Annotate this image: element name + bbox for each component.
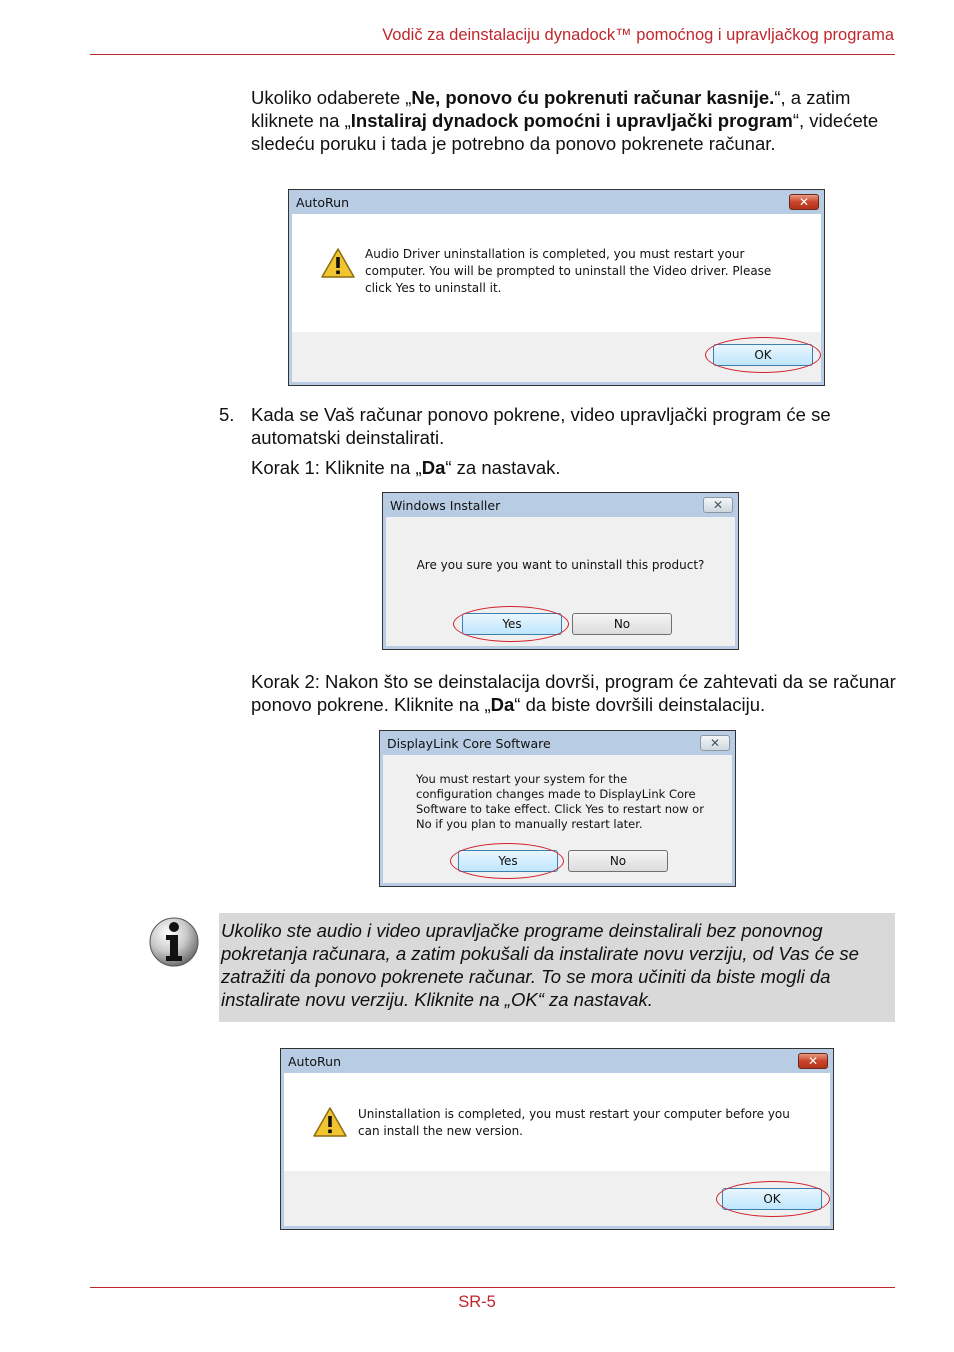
intro-text-2: “, a zatim kliknete na „ bbox=[251, 87, 851, 131]
dialog-message: Are you sure you want to uninstall this product? bbox=[416, 558, 705, 572]
dialog-title: AutoRun bbox=[296, 195, 349, 210]
no-button[interactable]: No bbox=[568, 850, 668, 872]
ok-button[interactable]: OK bbox=[722, 1188, 822, 1210]
close-icon[interactable]: ✕ bbox=[798, 1053, 828, 1069]
autorun-dialog-1 bbox=[288, 189, 825, 386]
footer-rule bbox=[90, 1287, 895, 1288]
step-number: 5. bbox=[219, 404, 235, 425]
dialog-title: AutoRun bbox=[288, 1054, 341, 1069]
intro-paragraph bbox=[251, 86, 891, 155]
info-icon bbox=[148, 916, 200, 968]
note-box bbox=[219, 913, 895, 1022]
yes-button[interactable]: Yes bbox=[458, 850, 558, 872]
page-number: SR-5 bbox=[458, 1293, 496, 1311]
dialog-message: You must restart your system for the configuration changes made to DisplayLink Core Software to take effect. Click Yes to restart now or No if you plan to manually restart later. bbox=[416, 772, 704, 831]
close-icon[interactable]: ✕ bbox=[789, 194, 819, 210]
close-icon[interactable]: ✕ bbox=[703, 497, 733, 513]
intro-bold-1: Ne, ponovo ću pokrenuti računar kasnije. bbox=[411, 87, 775, 108]
yes-button[interactable]: Yes bbox=[462, 613, 562, 635]
dialog-title: Windows Installer bbox=[390, 498, 501, 513]
highlight-ring bbox=[450, 843, 564, 879]
close-icon[interactable]: ✕ bbox=[700, 735, 730, 751]
step-2-text: Korak 2: Nakon što se deinstalacija dovrši, program će zahtevati da se računar ponovo pokrene. Kliknite na „Da“ da biste dovršili deinstalaciju. bbox=[251, 671, 896, 715]
warning-icon bbox=[320, 247, 356, 279]
windows-installer-dialog bbox=[382, 492, 739, 650]
no-button[interactable]: No bbox=[572, 613, 672, 635]
highlight-ring bbox=[705, 337, 821, 373]
step-5-text: Kada se Vaš računar ponovo pokrene, video upravljački program će se automatski deinstalirati. bbox=[251, 404, 831, 448]
intro-text-3: “, videćete sledeću poruku i tada je potrebno da ponovo pokrenete računar. bbox=[251, 110, 879, 154]
step-1-text: Korak 1: Kliknite na „Da“ za nastavak. bbox=[251, 457, 561, 478]
displaylink-dialog bbox=[379, 730, 736, 887]
header-rule bbox=[90, 54, 895, 55]
page-header-title: Vodič za deinstalaciju dynadock™ pomoćnog i upravljačkog programa bbox=[382, 26, 894, 44]
dialog-message: Audio Driver uninstallation is completed, you must restart your computer. You will be prompted to uninstall the Video driver. Please click Yes to uninstall it. bbox=[365, 247, 772, 295]
warning-icon bbox=[312, 1106, 348, 1138]
highlight-ring bbox=[453, 606, 569, 642]
highlight-ring bbox=[716, 1181, 830, 1217]
ok-button[interactable]: OK bbox=[713, 344, 813, 366]
intro-text-1: Ukoliko odaberete „ bbox=[251, 87, 412, 108]
dialog-message: Uninstallation is completed, you must restart your computer before you can install the new version. bbox=[358, 1107, 790, 1138]
intro-bold-2: Instaliraj dynadock pomoćni i upravljački program bbox=[350, 110, 793, 131]
note-text: Ukoliko ste audio i video upravljačke programe deinstalirali bez ponovnog pokretanja računara, a zatim pokušali da instalirate novu verziju, od Vas će se zatražiti da ponovo pokrenete računar. To se mora učiniti da biste mogli da instalirate novu verziju. Kliknite na „OK“ za nastavak. bbox=[221, 920, 859, 1010]
dialog-title: DisplayLink Core Software bbox=[387, 736, 551, 751]
autorun-dialog-2 bbox=[280, 1048, 834, 1230]
